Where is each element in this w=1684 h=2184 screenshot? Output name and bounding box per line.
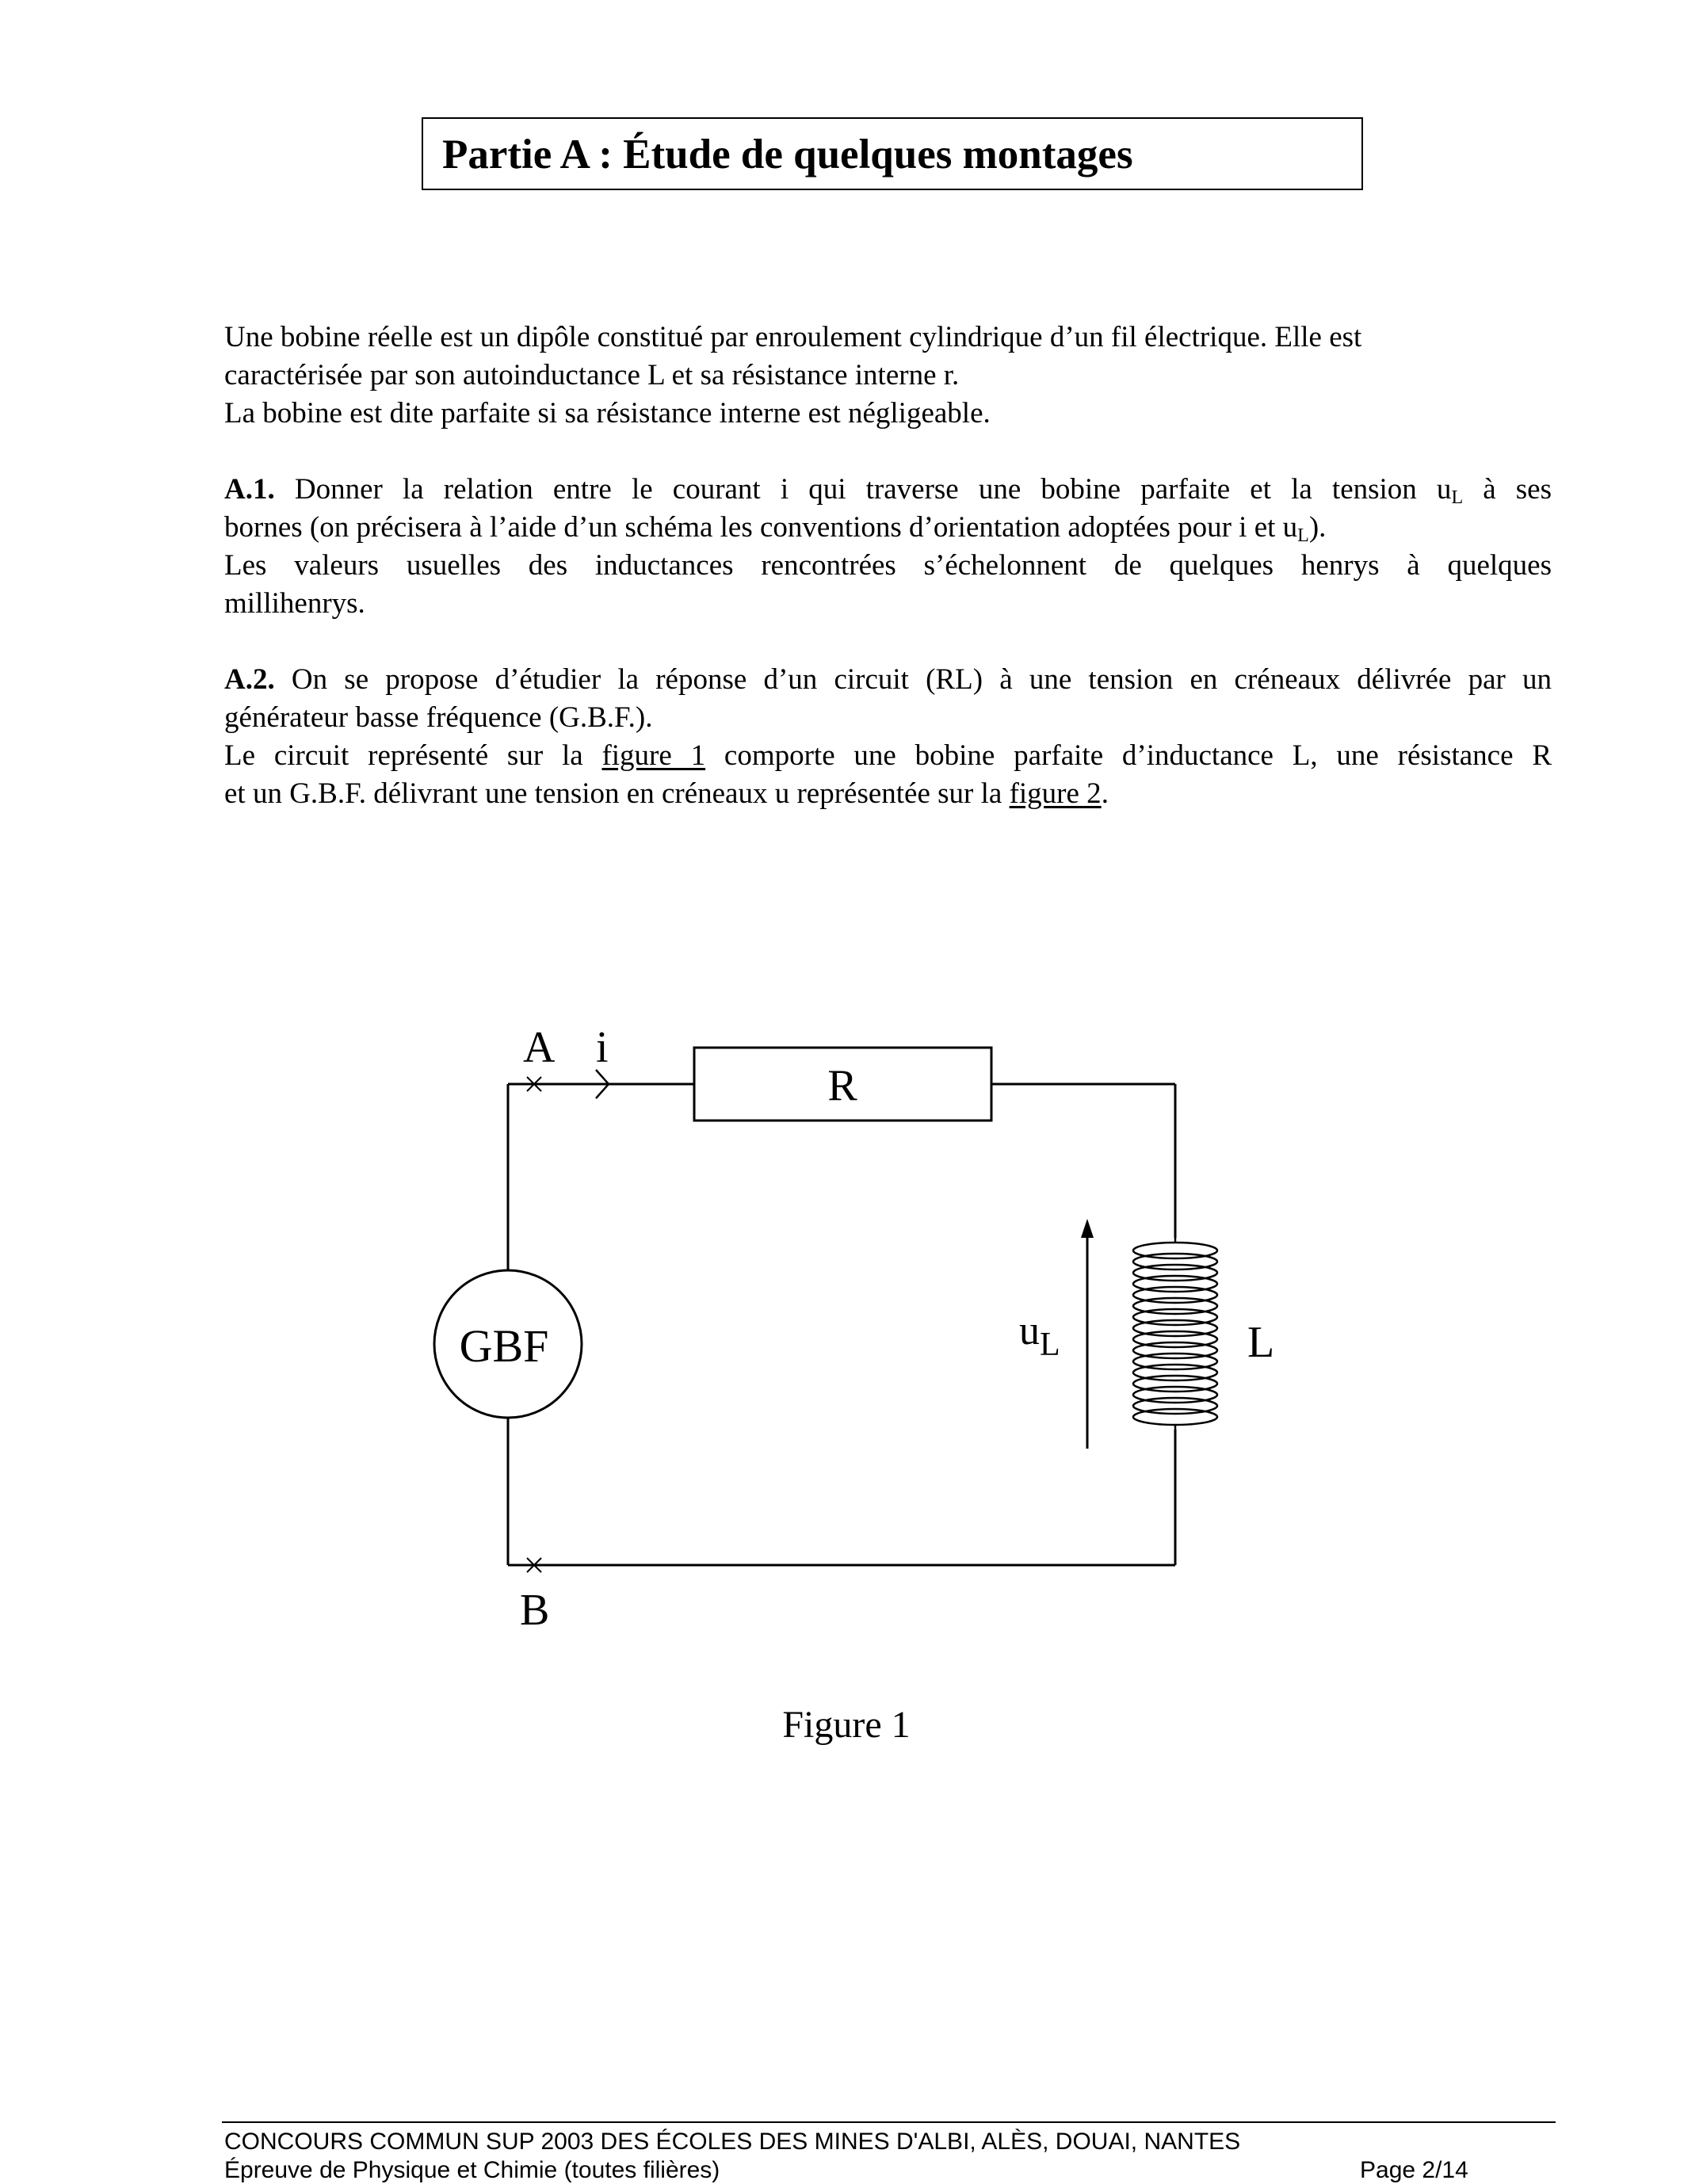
voltage-label-sub: L	[1040, 1327, 1060, 1363]
inductor-coil	[1133, 1238, 1217, 1430]
footer-line-2: Épreuve de Physique et Chimie (toutes filières)	[224, 2157, 720, 2183]
inductor-label: L	[1247, 1318, 1275, 1367]
page-number: Page 2/14	[1360, 2157, 1468, 2183]
figure-2-reference: figure 2	[1009, 777, 1102, 810]
a1-line-2-text: bornes (on précisera à l’aide d’un schéma les conventions d’orientation adoptées pour i et u	[224, 511, 1298, 544]
a2-line-4-post: .	[1101, 777, 1109, 810]
a1-line-3: Les valeurs usuelles des inductances rencontrées s’échelonnent de quelques henrys à quelques	[224, 549, 1552, 582]
a2-line-3-post: comporte une bobine parfaite d’inductance L, une résistance R	[705, 739, 1552, 772]
a1-line-1-sub: L	[1451, 487, 1464, 508]
voltage-arrow-head	[1081, 1219, 1094, 1238]
voltage-label-main: u	[1019, 1308, 1040, 1354]
figure-1-reference: figure 1	[601, 739, 706, 772]
intro-line-1: Une bobine réelle est un dipôle constitué par enroulement cylindrique d’un fil électrique. Elle est	[224, 321, 1362, 353]
current-label: i	[596, 1023, 609, 1072]
a1-line-2-sub: L	[1297, 525, 1309, 546]
resistor-label: R	[827, 1061, 857, 1110]
a2-line-1-text: On se propose d’étudier la réponse d’un circuit (RL) à une tension en créneaux délivrée par un	[274, 663, 1552, 696]
figure-caption: Figure 1	[782, 1704, 911, 1746]
page-title: Partie A : Étude de quelques montages	[442, 132, 1133, 178]
a2-line-4-pre: et un G.B.F. délivrant une tension en créneaux u représentée sur la	[224, 777, 1010, 810]
intro-line-2: caractérisée par son autoinductance L et sa résistance interne r.	[224, 359, 960, 391]
a2-line-2: générateur basse fréquence (G.B.F.).	[224, 701, 653, 734]
voltage-label	[1019, 1308, 1060, 1363]
a1-line-1-text: Donner la relation entre le courant i qui traverse une bobine parfaite et la tension u	[274, 473, 1452, 506]
a1-line-1-end: à ses	[1463, 473, 1552, 506]
a1-line-2-end: ).	[1308, 511, 1327, 544]
footer-line-1: CONCOURS COMMUN SUP 2003 DES ÉCOLES DES MINES D'ALBI, ALÈS, DOUAI, NANTES	[224, 2129, 1241, 2155]
footer-rule	[222, 2121, 1556, 2123]
generator-label: GBF	[459, 1320, 549, 1372]
node-a-label: A	[523, 1023, 556, 1072]
a2-label: A.2.	[224, 663, 275, 696]
a2-line-3-pre: Le circuit représenté sur la	[224, 739, 602, 772]
a1-line-4: millihenrys.	[224, 587, 365, 620]
intro-line-3: La bobine est dite parfaite si sa résistance interne est négligeable.	[224, 397, 991, 430]
a1-label: A.1.	[224, 473, 275, 506]
node-b-label: B	[520, 1586, 550, 1635]
